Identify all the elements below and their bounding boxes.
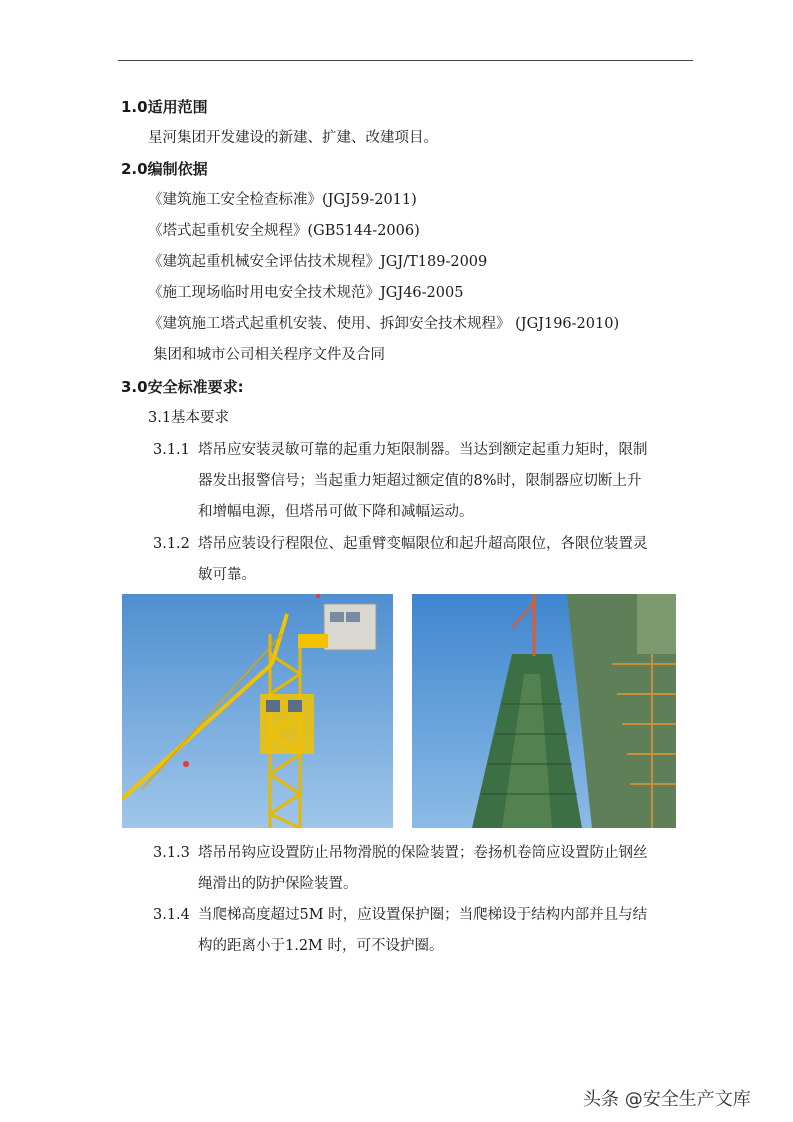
subsection-heading: 3.1基本要求 xyxy=(148,410,230,426)
section-3-heading: 3.0安全标准要求: xyxy=(121,378,244,396)
item-text: 和增幅电源，但塔吊可做下降和减幅运动。 xyxy=(198,504,474,520)
item-number: 3.1.2 xyxy=(153,536,190,552)
item-text: 塔吊应装设行程限位、起重臂变幅限位和起升超高限位，各限位装置灵 xyxy=(198,536,648,552)
item-text: 绳滑出的防护保险装置。 xyxy=(198,876,358,892)
section-1-heading: 1.0适用范围 xyxy=(121,98,208,116)
item-text: 当爬梯高度超过5M 时，应设置保护圈；当爬梯设于结构内部并且与结 xyxy=(198,907,648,923)
item-number: 3.1.1 xyxy=(153,442,190,458)
item-text: 塔吊应安装灵敏可靠的起重力矩限制器。当达到额定起重力矩时，限制 xyxy=(198,442,648,458)
reference-2: 《塔式起重机安全规程》(GB5144-2006) xyxy=(148,223,420,239)
section-2-heading: 2.0编制依据 xyxy=(121,160,208,178)
tower-crane-photo xyxy=(122,594,393,828)
item-number: 3.1.3 xyxy=(153,845,190,861)
item-text: 敏可靠。 xyxy=(198,567,256,583)
reference-4: 《施工现场临时用电安全技术规范》JGJ46-2005 xyxy=(148,285,464,301)
reference-6: 集团和城市公司相关程序文件及合同 xyxy=(153,347,385,363)
section-1-text: 星河集团开发建设的新建、扩建、改建项目。 xyxy=(148,130,438,146)
item-number: 3.1.4 xyxy=(153,907,190,923)
reference-3: 《建筑起重机械安全评估技术规程》JGJ/T189-2009 xyxy=(148,254,488,270)
reference-5: 《建筑施工塔式起重机安装、使用、拆卸安全技术规程》 (JGJ196-2010) xyxy=(148,316,620,332)
item-text: 塔吊吊钩应设置防止吊物滑脱的保险装置；卷扬机卷筒应设置防止钢丝 xyxy=(198,845,648,861)
reference-1: 《建筑施工安全检查标准》(JGJ59-2011) xyxy=(148,192,417,208)
item-text: 器发出报警信号；当起重力矩超过额定值的8%时，限制器应切断上升 xyxy=(198,473,642,489)
watermark: 头条 @安全生产文库 xyxy=(583,1089,751,1110)
header-rule xyxy=(118,60,693,61)
highrise-crane-photo xyxy=(412,594,676,828)
item-text: 构的距离小于1.2M 时，可不设护圈。 xyxy=(198,938,444,954)
